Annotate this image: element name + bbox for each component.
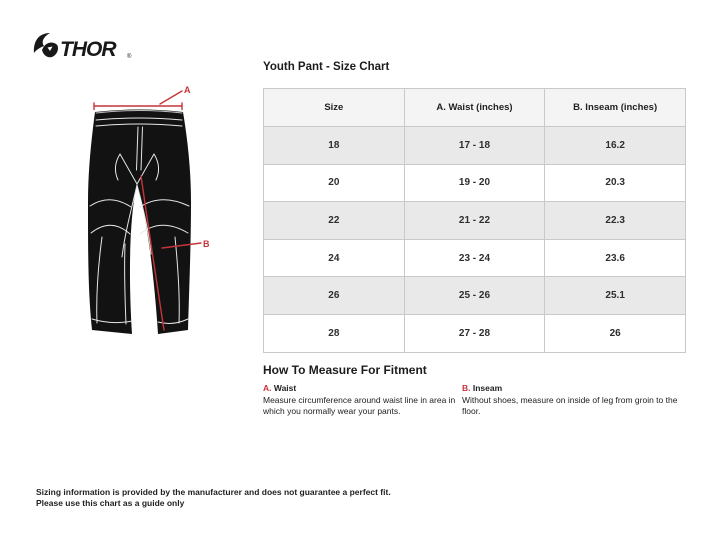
table-cell: 27 - 28	[404, 314, 545, 352]
table-row	[264, 314, 686, 352]
table-cell: 20.3	[545, 164, 686, 202]
table-row	[264, 202, 686, 240]
table-cell: 16.2	[545, 127, 686, 165]
registered-mark: ®	[127, 54, 132, 60]
how-to-measure-waist	[263, 383, 468, 417]
size-table	[263, 88, 686, 353]
table-row	[264, 239, 686, 277]
table-cell: 26	[264, 277, 405, 315]
table-cell: 23 - 24	[404, 239, 545, 277]
page-title: Youth Pant - Size Chart	[263, 61, 390, 73]
column-header: B. Inseam (inches)	[545, 89, 686, 127]
waist-instructions: Measure circumference around waist line in area in which you normally wear your pants.	[263, 395, 456, 416]
table-cell: 26	[545, 314, 686, 352]
waist-measure-annotation	[94, 85, 191, 110]
disclaimer-line-2: Please use this chart as a guide only	[36, 498, 185, 508]
table-row	[264, 127, 686, 165]
label-b: B	[203, 239, 210, 249]
size-table-head-row	[264, 89, 686, 127]
table-cell: 20	[264, 164, 405, 202]
thor-logo-text: THOR	[60, 38, 116, 61]
pants-diagram	[40, 72, 220, 352]
waist-key: A.	[263, 383, 272, 393]
column-header: Size	[264, 89, 405, 127]
how-to-measure-heading: How To Measure For Fitment	[263, 363, 427, 377]
how-to-measure-inseam	[462, 383, 690, 417]
table-cell: 17 - 18	[404, 127, 545, 165]
inseam-instructions: Without shoes, measure on inside of leg from groin to the floor.	[462, 395, 678, 416]
table-cell: 18	[264, 127, 405, 165]
thor-helmet-icon	[34, 33, 58, 57]
sizing-disclaimer	[36, 487, 391, 509]
inseam-label: Inseam	[472, 383, 503, 393]
table-cell: 28	[264, 314, 405, 352]
table-cell: 25 - 26	[404, 277, 545, 315]
table-cell: 22.3	[545, 202, 686, 240]
table-row	[264, 164, 686, 202]
table-cell: 24	[264, 239, 405, 277]
table-cell: 23.6	[545, 239, 686, 277]
thor-logo	[33, 31, 137, 62]
pants-silhouette	[88, 110, 191, 335]
inseam-key: B.	[462, 383, 471, 393]
table-cell: 25.1	[545, 277, 686, 315]
column-header: A. Waist (inches)	[404, 89, 545, 127]
table-cell: 19 - 20	[404, 164, 545, 202]
table-cell: 22	[264, 202, 405, 240]
table-row	[264, 277, 686, 315]
disclaimer-line-1: Sizing information is provided by the manufacturer and does not guarantee a perfect fit.	[36, 487, 391, 497]
size-table-body	[264, 127, 686, 353]
label-a: A	[184, 85, 191, 95]
waist-label: Waist	[273, 383, 297, 393]
table-cell: 21 - 22	[404, 202, 545, 240]
